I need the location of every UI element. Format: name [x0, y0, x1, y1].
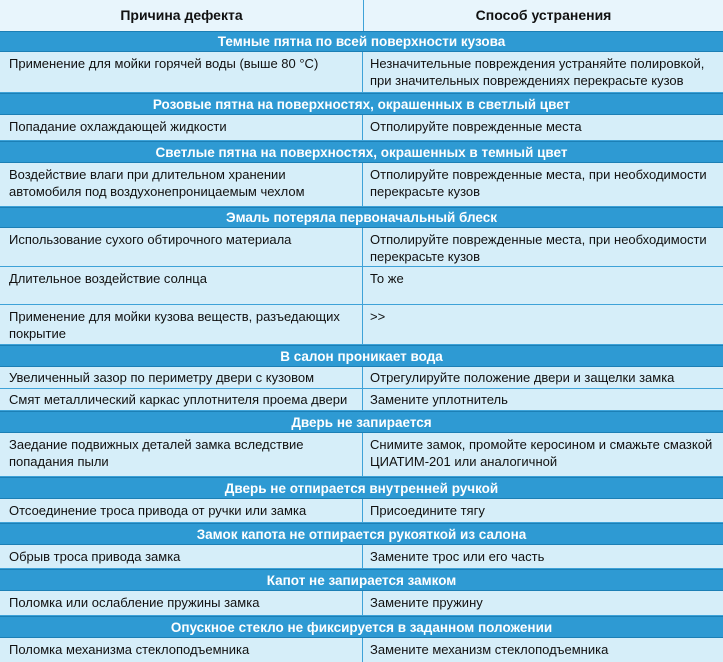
table-row — [0, 305, 723, 345]
cause-cell: Поломка механизма стеклоподъемника — [0, 638, 363, 662]
remedy-cell: Снимите замок, промойте керосином и смажьте смазкой ЦИАТИМ-201 или аналогичной — [370, 437, 713, 469]
header-remedy: Способ устранения — [475, 7, 612, 23]
section-title: Опускное стекло не фиксируется в заданном положении — [0, 616, 723, 638]
remedy-cell: Замените механизм стеклоподъемника — [370, 642, 609, 657]
remedy-cell: Замените пружину — [370, 595, 483, 610]
table-row — [0, 499, 723, 523]
remedy-cell: То же — [370, 271, 404, 286]
remedy-cell: Отполируйте поврежденные места, при необходимости перекрасьте кузов — [370, 232, 707, 264]
section-title: Дверь не запирается — [0, 411, 723, 433]
table-row — [0, 545, 723, 569]
section-title: Капот не запирается замком — [0, 569, 723, 591]
table-row — [0, 638, 723, 662]
table-header — [0, 0, 723, 32]
table-row — [0, 228, 723, 267]
cause-cell: Обрыв троса привода замка — [0, 545, 363, 568]
cause-cell: Попадание охлаждающей жидкости — [0, 115, 363, 140]
cause-cell: Воздействие влаги при длительном хранении автомобиля под воздухонепроницаемым чехлом — [0, 163, 363, 206]
section-title: Дверь не отпирается внутренней ручкой — [0, 477, 723, 499]
cause-cell: Увеличенный зазор по периметру двери с кузовом — [0, 367, 363, 388]
cause-cell: Поломка или ослабление пружины замка — [0, 591, 363, 615]
section-title: Замок капота не отпирается рукояткой из салона — [0, 523, 723, 545]
remedy-cell: Незначительные повреждения устраняйте полировкой, при значительных повреждениях перекрасьте кузов — [370, 56, 705, 88]
table-row — [0, 115, 723, 141]
section-title: В салон проникает вода — [0, 345, 723, 367]
cause-cell: Отсоединение троса привода от ручки или замка — [0, 499, 363, 522]
table-row — [0, 52, 723, 93]
remedy-cell: Отполируйте поврежденные места — [370, 119, 582, 134]
table-row — [0, 433, 723, 477]
cause-cell: Длительное воздействие солнца — [0, 267, 363, 304]
section-title: Эмаль потеряла первоначальный блеск — [0, 207, 723, 228]
remedy-cell: Отрегулируйте положение двери и защелки замка — [370, 370, 675, 385]
remedy-cell: >> — [370, 309, 386, 324]
table-row — [0, 389, 723, 411]
cause-cell: Заедание подвижных деталей замка вследствие попадания пыли — [0, 433, 363, 476]
section-title: Розовые пятна на поверхностях, окрашенных в светлый цвет — [0, 93, 723, 115]
cause-cell: Применение для мойки кузова веществ, разъедающих покрытие — [0, 305, 363, 344]
table-row — [0, 367, 723, 389]
table-row — [0, 591, 723, 616]
table-row — [0, 163, 723, 207]
cause-cell: Смят металлический каркас уплотнителя проема двери — [0, 389, 363, 410]
section-title: Темные пятна по всей поверхности кузова — [0, 31, 723, 52]
table-row — [0, 267, 723, 305]
remedy-cell: Отполируйте поврежденные места, при необходимости перекрасьте кузов — [370, 167, 707, 199]
section-title: Светлые пятна на поверхностях, окрашенных в темный цвет — [0, 141, 723, 163]
remedy-cell: Присоедините тягу — [370, 503, 485, 518]
remedy-cell: Замените уплотнитель — [370, 392, 508, 407]
cause-cell: Использование сухого обтирочного материала — [0, 228, 363, 266]
header-cause: Причина дефекта — [0, 0, 364, 31]
cause-cell: Применение для мойки горячей воды (выше 80 °С) — [0, 52, 363, 92]
remedy-cell: Замените трос или его часть — [370, 549, 545, 564]
